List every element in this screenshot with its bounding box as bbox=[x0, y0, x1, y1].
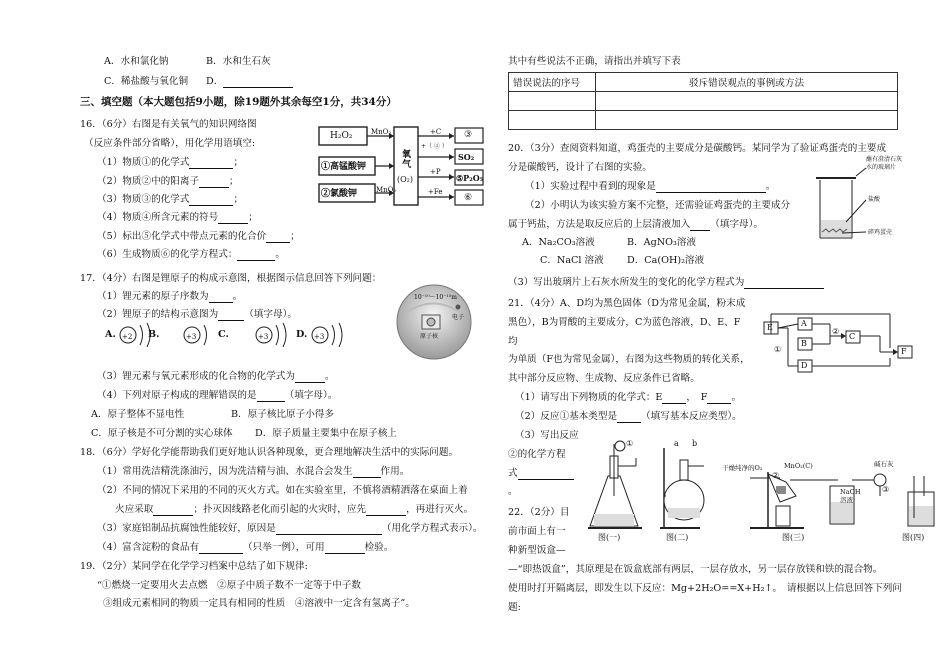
q16-note: （反应条件部分省略），用化学用语填空: bbox=[84, 138, 256, 149]
q18-line4: （4）富含淀粉的食品有 （只举一例），可用 检验。 bbox=[97, 542, 394, 553]
q18-line3: （3）家庭铝制品抗腐蚀性能较好，原因是 （用化学方程式表示）。 bbox=[97, 523, 483, 534]
soda-lime-label: 碱石灰 bbox=[874, 460, 894, 468]
q16-line6: （6）生成物质⑥的化学方程式： 。 bbox=[97, 249, 286, 260]
label-3: ③ bbox=[882, 485, 890, 494]
node-b: B bbox=[801, 339, 807, 348]
mno2-label-top: MnO₂ bbox=[371, 128, 392, 136]
table-header-number: 错误说法的序号 bbox=[509, 73, 596, 92]
react-c: +C bbox=[430, 128, 442, 136]
hydrochloric-acid-label: 盐酸 bbox=[868, 196, 881, 203]
q20-opt-c: C．NaCl 溶液 bbox=[540, 255, 604, 266]
figure-1-caption: 图(一) bbox=[598, 533, 621, 542]
table-cell[interactable] bbox=[596, 111, 898, 130]
figure-3-caption: 图(三) bbox=[782, 533, 805, 542]
option-b: B．水和生石灰 bbox=[206, 56, 271, 67]
figure-2-caption: 图(二) bbox=[666, 533, 689, 542]
q21-text3: 均 bbox=[508, 336, 518, 347]
q18-line1: （1）常用洗洁精洗涤油污，因为洗洁精与油、水混合会发生 作用。 bbox=[97, 466, 410, 477]
atom-scale-label: 10⁻¹⁰～10⁻¹⁵m bbox=[414, 294, 457, 301]
q20-line1: （1）实验过程中看到的现象是 。 bbox=[525, 181, 776, 192]
react-fe: +Fe bbox=[428, 188, 443, 196]
q20-line2b: 属于钙盐，方法是取反应后的上层清液加入 （填字母）。 bbox=[508, 219, 764, 230]
q21-line3: （3）写出反应 bbox=[515, 430, 579, 441]
react-mid: +（ ④ ） bbox=[421, 143, 448, 150]
nucleus-b: +3 bbox=[186, 333, 197, 341]
q20-opt-d: D．Ca(OH)₂溶液 bbox=[627, 255, 705, 266]
q21-title: 21．（4分）A、D均为黑色固体（D为常见金属，粉末成 bbox=[508, 298, 746, 309]
product-6: ⑥ bbox=[464, 193, 473, 203]
q16-line5: （5）标出⑤化学式中带点元素的化合价 ； bbox=[97, 231, 300, 242]
node-c: C bbox=[849, 332, 856, 341]
answer-blank bbox=[223, 77, 293, 88]
nucleus-label: 原子核 bbox=[420, 333, 439, 340]
option-c: C．稀盐酸与氧化铜 bbox=[104, 76, 189, 87]
eggshell-label: 碎鸡蛋壳 bbox=[868, 229, 893, 236]
q20-line3: （3）写出玻璃片上石灰水所发生的变化的化学方程式为 bbox=[508, 277, 824, 289]
q21-text2: 黑色），B为胃酸的主要成分，C为蓝色溶液，D、E、F bbox=[508, 317, 741, 328]
option-a: A．水和氯化钠 bbox=[104, 56, 169, 67]
dry-oxygen-label: 干燥纯净的O₂ bbox=[722, 464, 763, 472]
q17-opt-a: A．原子整体不显电性 bbox=[91, 409, 185, 420]
atom-option-a: A. bbox=[105, 329, 116, 340]
oxygen-formula-label: (O₂) bbox=[397, 175, 414, 184]
q20-title: 20．（3分）查阅资料知道，鸡蛋壳的主要成分是碳酸钙。某同学为了验证鸡蛋壳的主要成 bbox=[508, 143, 887, 154]
electron-label: 电子 bbox=[452, 314, 465, 321]
q18-title: 18．（6分）学好化学能帮助我们更好地认识各种现象，更合理地解决生活中的实际问题。 bbox=[80, 447, 459, 458]
transformation-diagram bbox=[760, 314, 920, 378]
q21-line2: （2）反应①基本类型是 （填写基本反应类型）。 bbox=[515, 411, 742, 422]
potassium-chlorate-label: ②氯酸钾 bbox=[321, 189, 358, 199]
q17-line1: （1）锂元素的原子序数为 。 bbox=[97, 291, 243, 302]
q19-continued: 其中有些说法不正确，请指出并填写下表 bbox=[508, 56, 681, 67]
q20-line2: （2）小明认为该实验方案不完整，还需验证鸡蛋壳的主要成分 bbox=[525, 200, 791, 211]
node-f: F bbox=[901, 347, 907, 356]
q20-opt-a: A．Na₂CO₃溶液 bbox=[522, 237, 595, 248]
product-so2: SO₂ bbox=[458, 152, 475, 162]
q18-line2b: 火应采取 ；扑灭因线路老化而引起的火灾时，应先 ，再进行灭火。 bbox=[115, 504, 474, 515]
q17-title: 17．（4分）右图是锂原子的构成示意图，根据图示信息回答下列问题： bbox=[80, 273, 382, 284]
section-3-heading: 三、填空题（本大题包括9小题，除19题外其余每空1分，共34分） bbox=[80, 96, 397, 108]
label-a: a bbox=[674, 439, 679, 448]
mno2-label-bottom: MnO₂ bbox=[376, 186, 397, 194]
q16-line1: （1）物质①的化学式 ； bbox=[97, 157, 244, 168]
q22-text3: 种新型饭盒— bbox=[508, 545, 566, 556]
q22-text2: 前市面上有一 bbox=[508, 526, 566, 537]
table-cell[interactable] bbox=[509, 111, 596, 130]
product-p2o5: ⑤P₂O₅ bbox=[456, 173, 484, 183]
atom-option-b: B. bbox=[148, 329, 160, 340]
oxygen-network-diagram bbox=[318, 124, 486, 210]
q17-line4: （4）下列对原子构成的理解错误的是 （填字母）。 bbox=[97, 390, 338, 401]
q21-line3b: ②的化学方程 bbox=[508, 449, 566, 460]
table-header-refute: 驳斥错误观点的事例或方法 bbox=[596, 73, 898, 92]
q22-text5: 使用时打开隔离层，即发生以下反应：Mg+2H₂O==X+H₂↑。 请根据以上信息回答下列问 bbox=[508, 583, 902, 594]
oxygen-center-label: 氧气 bbox=[402, 150, 412, 170]
react-p: +P bbox=[430, 168, 441, 176]
q21-line1: （1）请写出下列物质的化学式：E ， F 。 bbox=[515, 392, 742, 403]
q22-text6: 题: bbox=[508, 602, 521, 613]
nucleus-d: +3 bbox=[314, 333, 325, 341]
funnel-label-1: ① bbox=[626, 439, 634, 448]
node-d: D bbox=[801, 361, 808, 370]
limewater-glass-label: 蘸有澄清石灰 水的玻璃片 bbox=[866, 156, 903, 171]
table-cell[interactable] bbox=[596, 92, 898, 111]
q16-title: 16．（6分）右图是有关氧气的知识网络图 bbox=[80, 119, 257, 130]
h2o2-label: H₂O₂ bbox=[330, 131, 353, 141]
potassium-permanganate-label: ①高锰酸钾 bbox=[321, 162, 367, 172]
lab-apparatus-figure bbox=[590, 436, 936, 548]
label-2: ② bbox=[772, 471, 780, 480]
q16-line3: （3）物质③的化学式 ； bbox=[97, 194, 244, 205]
q18-line2: （2）不同的情况下采用的不同的灭火方式。如在实验室里，不慎将酒精洒落在桌面上着 bbox=[97, 485, 468, 496]
q17-line3: （3）锂元素与氧元素形成的化合物的化学式为 。 bbox=[97, 371, 335, 382]
q19-line1: “①燃烧一定要用火去点燃 ②原子中质子数不一定等于中子数 bbox=[97, 580, 361, 591]
atom-structure-options bbox=[102, 321, 362, 351]
figure-4-caption: 图(四) bbox=[902, 533, 925, 542]
q17-opt-c: C．原子核是不可分割的实心球体 bbox=[91, 428, 233, 439]
q22-text4: —“即热饭盒”，其原理是在饭盒底部有两层，一层存放水，另一层存放镁和铁的混合物。 bbox=[508, 564, 883, 575]
reaction-1-label: ① bbox=[774, 345, 782, 354]
q21-period: 。 bbox=[508, 486, 518, 497]
q21-text5: 其中部分反应物、生成物、反应条件已省略。 bbox=[508, 373, 700, 384]
q19-title: 19．（2分）某同学在化学学习档案中总结了如下规律: bbox=[80, 561, 308, 572]
product-3: ③ bbox=[464, 130, 473, 140]
q21-line3c: 式 bbox=[508, 468, 574, 480]
q17-opt-d: D．原子质量主要集中在原子核上 bbox=[255, 428, 398, 439]
q21-text4: 为单质（F也为常见金属），右图为这些物质的转化关系， bbox=[508, 354, 750, 365]
q16-line2: （2）物质②中的阳离子 ； bbox=[97, 176, 239, 187]
q20-title2: 分是碳酸钙，设计了右图的实验。 bbox=[508, 162, 652, 173]
q16-line4: （4）物质④所含元素的符号 ； bbox=[97, 212, 258, 223]
naoh-solution-label: NaOH 溶液 bbox=[840, 488, 861, 504]
mno2-catalyst-label: MnO₂(C) bbox=[784, 462, 813, 470]
nucleus-a: +2 bbox=[122, 333, 133, 341]
table-cell[interactable] bbox=[509, 92, 596, 111]
q20-opt-b: B．AgNO₃溶液 bbox=[627, 237, 697, 248]
option-d: D． bbox=[206, 76, 293, 88]
q17-opt-b: B．原子核比原子小得多 bbox=[231, 409, 334, 420]
atom-option-c: C. bbox=[218, 329, 229, 340]
q22-title: 22．（2分）目 bbox=[508, 507, 570, 518]
lithium-atom-illustration bbox=[392, 283, 476, 361]
nucleus-c: +3 bbox=[258, 333, 269, 341]
eggshell-experiment-figure bbox=[812, 148, 912, 240]
node-e: E bbox=[767, 323, 773, 332]
q19-line2: ③组成元素相同的物质一定具有相同的性质 ④溶液中一定含有氢离子”。 bbox=[103, 598, 415, 609]
atom-option-d: D. bbox=[296, 329, 308, 340]
error-table bbox=[508, 72, 898, 130]
q17-line2: （2）锂原子的结构示意图为 （填字母）。 bbox=[97, 309, 297, 320]
label-b: b bbox=[692, 439, 698, 448]
reaction-2-label: ② bbox=[832, 327, 840, 336]
node-a: A bbox=[801, 319, 807, 328]
